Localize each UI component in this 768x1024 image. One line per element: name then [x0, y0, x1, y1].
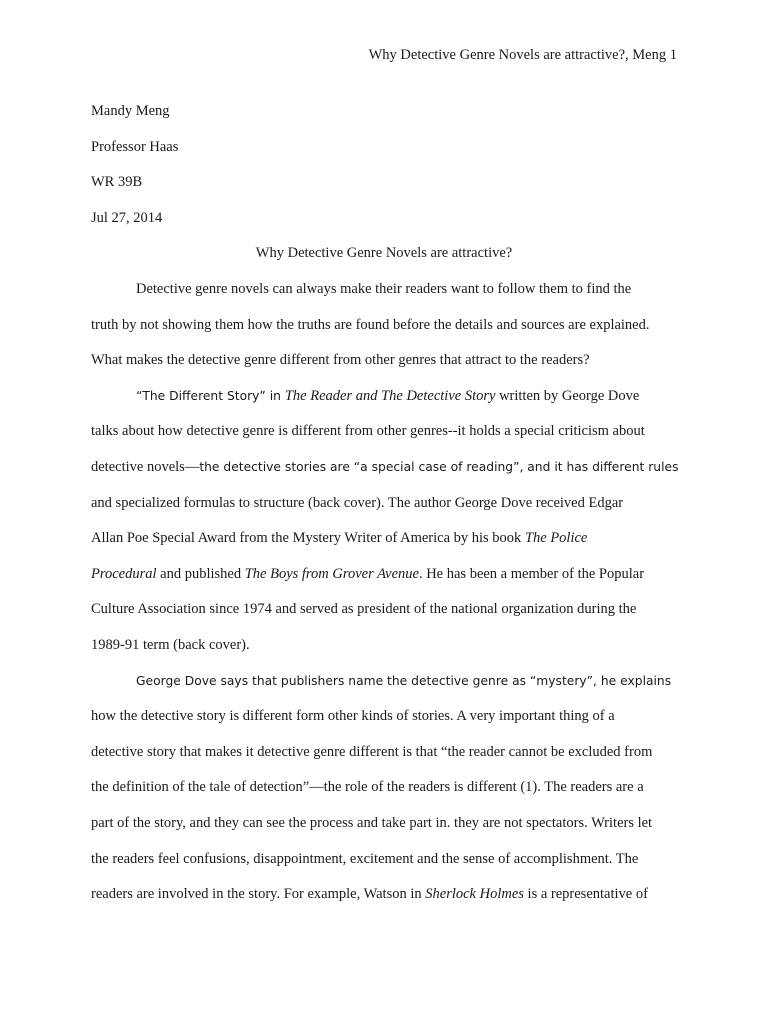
- paragraph-3-line: the definition of the tale of detection”—the role of the readers is different (1). The readers are a: [91, 779, 644, 796]
- paragraph-3-line: detective story that makes it detective genre different is that “the reader cannot be excluded from: [91, 743, 653, 760]
- mla-heading: [91, 101, 178, 243]
- running-head: Why Detective Genre Novels are attractive?, Meng 1: [368, 47, 677, 63]
- paragraph-2-line: [91, 457, 677, 493]
- quoted-text: “The Different Story” in: [136, 388, 285, 403]
- paragraph-2-line: talks about how detective genre is different from other genres--it holds a special criticism about: [91, 423, 645, 440]
- text-run: readers are involved in the story. For example, Watson in: [91, 886, 426, 903]
- paragraph-3-line: part of the story, and they can see the process and take part in. they are not spectators. Writers let: [91, 814, 653, 831]
- paper-body: [91, 279, 677, 920]
- paragraph-2-line: [91, 564, 677, 600]
- paragraph-2-line: [91, 386, 677, 422]
- text-run: written by George Dove: [495, 387, 640, 404]
- paragraph-2-line: Culture Association since 1974 and served as president of the national organization during the: [91, 601, 637, 618]
- book-title: Procedural: [91, 565, 157, 582]
- text-run: is a representative of: [523, 886, 648, 903]
- text-run: detective novels—: [91, 458, 200, 475]
- quoted-text: the detective stories are “a special case of reading”, and it has different rules: [199, 459, 679, 474]
- paragraph-2-line: 1989-91 term (back cover).: [91, 636, 250, 653]
- book-title: The Reader and The Detective Story: [284, 387, 496, 404]
- paragraph-3-line: the readers feel confusions, disappointment, excitement and the sense of accomplishment. The: [91, 850, 639, 867]
- book-title: The Boys from Grover Avenue: [244, 565, 419, 582]
- paragraph-2-line: [91, 528, 677, 564]
- text-run: Allan Poe Special Award from the Mystery Writer of America by his book: [91, 530, 525, 547]
- paragraph-3-line: [91, 884, 677, 920]
- course-name: WR 39B: [91, 174, 143, 190]
- paragraph-2-line: and specialized formulas to structure (back cover). The author George Dove received Edgar: [91, 494, 624, 511]
- paragraph-3-line: how the detective story is different form other kinds of stories. A very important thing of a: [91, 708, 615, 725]
- paper-date: Jul 27, 2014: [91, 209, 163, 226]
- paragraph-1-line: truth by not showing them how the truths are found before the details and sources are explained.: [91, 316, 650, 333]
- paragraph-3-line: [91, 671, 677, 707]
- book-title: The Police: [524, 530, 588, 547]
- professor-name: Professor Haas: [91, 138, 179, 155]
- quoted-text: George Dove says that publishers name the detective genre as “mystery”, he explains: [136, 673, 672, 688]
- book-title: Sherlock Holmes: [425, 886, 524, 903]
- paragraph-1-line: Detective genre novels can always make their readers want to follow them to find the: [136, 281, 632, 297]
- author-name: Mandy Meng: [91, 103, 170, 119]
- text-run: and published: [156, 565, 245, 582]
- text-run: . He has been a member of the Popular: [418, 565, 645, 582]
- paper-title: Why Detective Genre Novels are attractive?: [255, 245, 513, 261]
- paragraph-1-line: What makes the detective genre different from other genres that attract to the readers?: [91, 352, 590, 369]
